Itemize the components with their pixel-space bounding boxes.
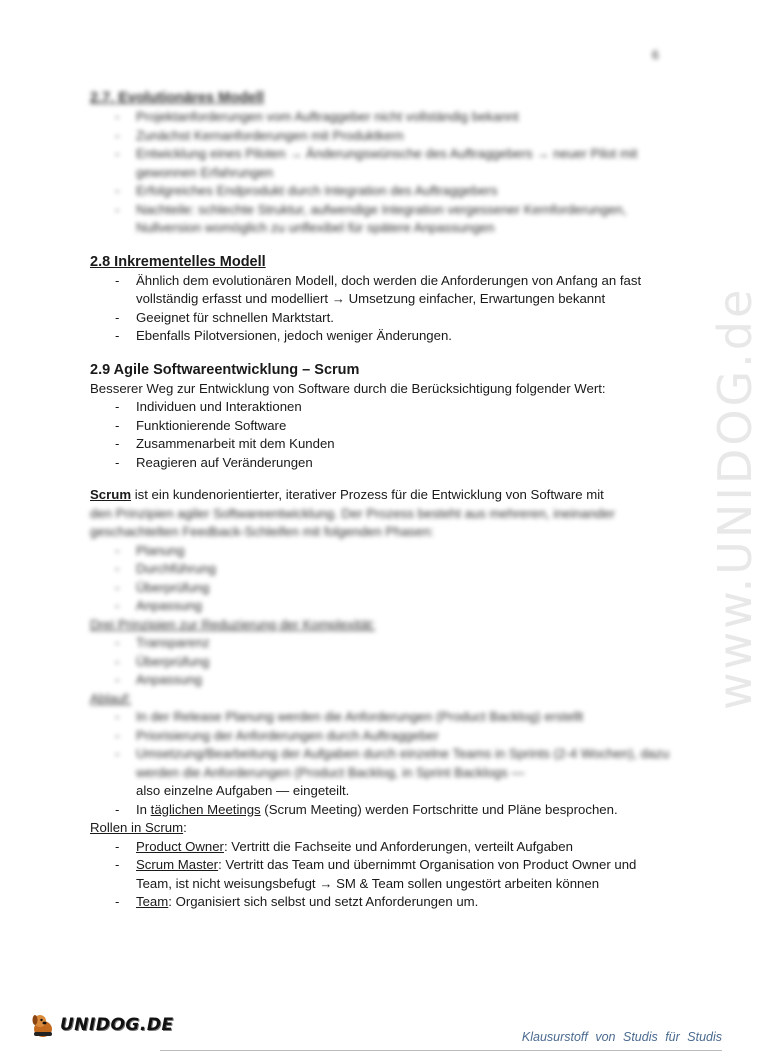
list-item: - Überprüfung <box>115 653 670 672</box>
list-item: - Durchführung <box>115 560 670 579</box>
list-item: - Projektanforderungen vom Auftraggeber nicht vollständig bekannt <box>115 108 670 127</box>
list-item: - Erfolgreiches Endprodukt durch Integration des Auftraggebers <box>115 182 670 201</box>
footer-tagline: Klausurstoff von Studis für Studis <box>521 1030 722 1044</box>
section-title: 2.9 Agile Softwareentwicklung – Scrum <box>90 361 360 378</box>
principles-list <box>90 634 670 690</box>
list-item: - Nachteile: schlechte Struktur, aufwendige Integration vergessener Kernforderungen, Nullversion womöglich zu unflexibel für spätere Anpassungen <box>115 201 670 238</box>
list-item-product-owner <box>115 838 670 857</box>
document-body <box>90 88 670 912</box>
ablauf-visible-list <box>90 782 670 819</box>
list-item: - Reagieren auf Veränderungen <box>115 454 670 473</box>
list-item: - Ebenfalls Pilotversionen, jedoch weniger Änderungen. <box>115 327 670 346</box>
roles-heading <box>90 819 670 838</box>
footer-divider <box>160 1050 722 1051</box>
list-item-meetings <box>115 801 670 820</box>
section-agile-scrum <box>90 360 670 912</box>
meetings-prefix: In <box>136 801 151 817</box>
list-item: - Überprüfung <box>115 579 670 598</box>
watermark: www.UNIDOG.de <box>708 286 762 710</box>
section-title: 2.7. Evolutionäres Modell <box>90 90 265 106</box>
meetings-term: täglichen Meetings <box>150 801 261 817</box>
scrum-sentence: ist ein kundenorientierter, iterativer Prozess für die Entwicklung von Software mit <box>131 487 604 502</box>
scrum-term: Scrum <box>90 487 132 502</box>
phases-list <box>90 542 670 616</box>
scrum-continuation: den Prinzipien agiler Softwareentwicklung. Der Prozess besteht aus mehreren, ineinander geschachtelten Feedback-Schleifen mit folgenden Phasen: <box>90 505 615 539</box>
ablauf-list <box>90 708 670 782</box>
role-text: : Organisiert sich selbst und setzt Anforderungen um. <box>168 894 479 909</box>
scrum-definition <box>90 486 670 505</box>
list-item: - Zusammenarbeit mit dem Kunden <box>115 435 670 454</box>
intro-paragraph: Besserer Weg zur Entwicklung von Software durch die Berücksichtigung folgender Wert: <box>90 380 606 396</box>
section-incremental-model <box>90 252 670 346</box>
list-item: - Priorisierung der Anforderungen durch Auftraggeber <box>115 727 670 746</box>
meetings-suffix: (Scrum Meeting) werden Fortschritte und Pläne besprochen. <box>260 801 618 817</box>
list-item: - Anpassung <box>115 671 670 690</box>
logo-text: UNIDOG.DE <box>60 1015 174 1035</box>
principles-heading: Drei Prinzipien zur Reduzierung der Komplexität: <box>90 616 376 632</box>
unidog-logo <box>28 1010 174 1040</box>
list-item: - Zunächst Kernanforderungen mit Produktkern <box>115 127 670 146</box>
section-evolutionary-model <box>90 88 670 238</box>
list-item: - Geeignet für schnellen Marktstart. <box>115 309 670 328</box>
list-item-team <box>115 893 670 912</box>
roles-heading-text: Rollen in Scrum <box>90 820 184 835</box>
role-text: : Vertritt das Team und übernimmt Organisation von Product Owner und Team, ist nicht weisungsbefugt → SM & Team sollen ungestört arbeiten können <box>136 857 637 891</box>
list-item: - Transparenz <box>115 634 670 653</box>
page-number: 6 <box>652 48 659 62</box>
role-term: Product Owner <box>136 838 224 854</box>
bullet-list <box>90 272 670 346</box>
ablauf-tail-text: also einzelne Aufgaben — eingeteilt. <box>136 783 350 798</box>
roles-heading-colon: : <box>183 820 187 835</box>
list-item: - Ähnlich dem evolutionären Modell, doch werden die Anforderungen von Anfang an fast vollständig erfasst und modelliert → Umsetzung einfacher, Erwartungen bekannt <box>115 272 670 309</box>
list-item: - Funktionierende Software <box>115 417 670 436</box>
bullet-list <box>90 108 670 238</box>
dog-mascot-icon <box>28 1010 58 1040</box>
role-term: Scrum Master <box>136 857 219 872</box>
values-list <box>90 398 670 472</box>
ablauf-tail <box>115 782 670 801</box>
list-item: - Anpassung <box>115 597 670 616</box>
section-title: 2.8 Inkrementelles Modell <box>90 253 266 270</box>
list-item: - Individuen und Interaktionen <box>115 398 670 417</box>
list-item-scrum-master <box>115 856 670 893</box>
list-item: - Entwicklung eines Piloten → Änderungswünsche des Auftraggebers → neuer Pilot mit gewonnen Erfahrungen <box>115 145 670 182</box>
role-term: Team <box>136 894 169 909</box>
blurred-scrum-details <box>90 505 670 783</box>
list-item: - Planung <box>115 542 670 561</box>
list-item: - In der Release Planung werden die Anforderungen (Product Backlog) erstellt <box>115 708 670 727</box>
list-item: - Umsetzung/Bearbeitung der Aufgaben durch einzelne Teams in Sprints (2-4 Wochen), dazu werden die Anforderungen (Product Backlog, in Sprint Backlogs — <box>115 745 670 782</box>
roles-list <box>90 838 670 912</box>
role-text: : Vertritt die Fachseite und Anforderungen, verteilt Aufgaben <box>223 838 573 854</box>
ablauf-heading: Ablauf: <box>90 690 132 706</box>
